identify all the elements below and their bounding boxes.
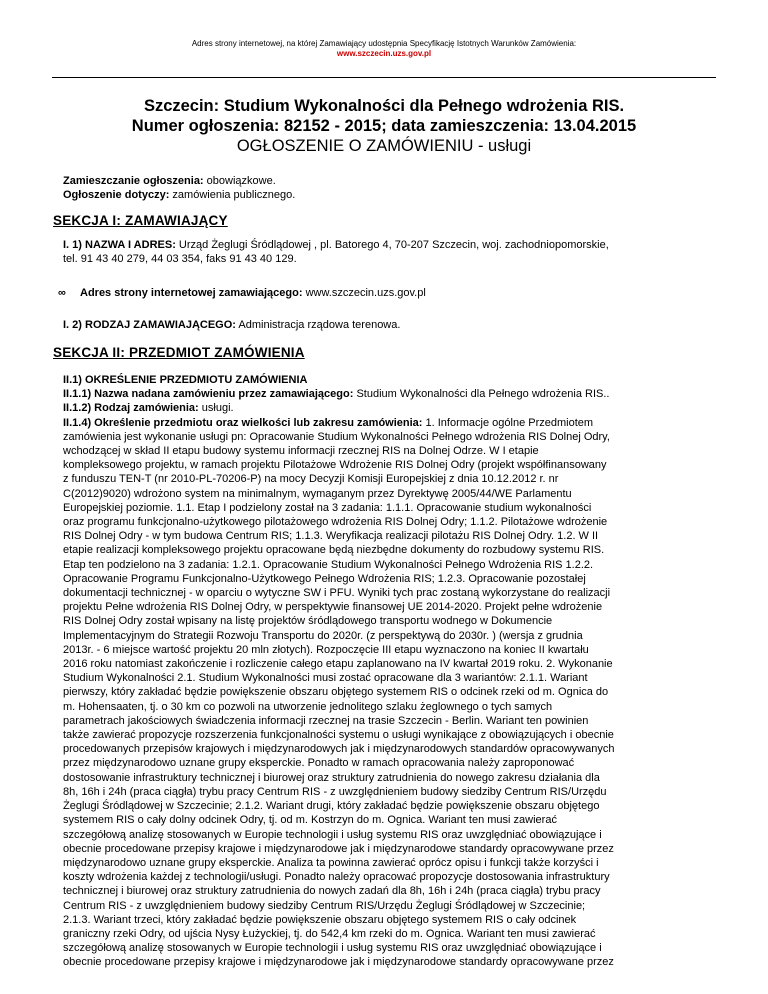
concerns-label: Ogłoszenie dotyczy: <box>63 189 170 201</box>
description-line: szczegółową analizę stosowanych w Europie technologii i usług systemu RIS oraz uwzględniać obowiązujące i <box>63 828 602 841</box>
description-line: także zawierać propozycje rozszerzenia funkcjonalności systemu o usługi wynikające z obowiązujących i obecnie <box>63 729 614 742</box>
description-line: oraz programu funkcjonalno-użytkowego pilotażowego wdrożenia RIS Dolnej Odry; 1.1.2. Pilotażowe wdrożenie <box>63 516 608 529</box>
contract-name-label: II.1.1) Nazwa nadana zamówieniu przez zamawiającego: <box>63 388 354 401</box>
description-line: technicznej i biurowej oraz struktury zatrudnienia do nowych zadań dla 8h, 16h i 24h (praca ciągła) trybu pracy <box>63 885 601 898</box>
website-label: Adres strony internetowej zamawiającego: <box>80 287 303 299</box>
description-line: RIS Dolnej Odry został wpisany na listę projektów śródlądowego transportu wodnego w Dokumencie <box>63 615 553 628</box>
authority-type-label: I. 2) RODZAJ ZAMAWIAJĄCEGO: <box>63 319 236 331</box>
authority-type-value: Administracja rządowa terenowa. <box>238 319 401 331</box>
page-title <box>0 96 768 156</box>
description-line: wchodzącej w skład II etapu budowy systemu informacji rzecznej RIS na Dolnej Odrze. W I etapie <box>63 445 539 458</box>
description-line: Implementacyjnym do Strategii Rozwoju Transportu do 2020r. (z perspektywą do 2030r. ) (wersja z grudnia <box>63 629 583 642</box>
description-line: 2.1.3. Wariant trzeci, który zakładać będzie powiększenie obszaru objętego systemem RIS o cały odcinek <box>63 913 577 926</box>
phone-fax-line: tel. 91 43 40 279, 44 03 354, faks 91 43 40 129. <box>63 253 297 265</box>
siwz-note-text: Adres strony internetowej, na której Zamawiający udostępnia Specyfikację Istotnych Warunków Zamówienia: <box>191 39 577 48</box>
siwz-url-link[interactable]: www.szczecin.uzs.gov.pl <box>336 49 432 58</box>
title-line-3: OGŁOSZENIE O ZAMÓWIENIU - usługi <box>236 137 532 155</box>
concerns-value: zamówienia publicznego. <box>172 189 296 201</box>
header-note <box>0 39 768 59</box>
notice-meta <box>63 174 295 202</box>
description-line: procedowanych przepisów krajowych i międzynarodowych jak i międzynarodowych standardów opracowywanych <box>63 743 615 756</box>
description-line: Opracowanie Programu Funkcjonalno-Użytkowego Pełnego Wdrożenia RIS; 1.2.3. Opracowanie pozostałej <box>63 572 586 585</box>
description-line: 2013r. - 6 miejsce wartość projektu 20 mln złotych). Rozpoczęcie III etapu wyznaczono na koniec II kwartału <box>63 643 589 656</box>
description-line: obecnie procedowane przepisy krajowe i międzynarodowe jak i międzynarodowe standardy opracowywane przez <box>63 842 614 855</box>
description-line: parametrach jakościowych świadczenia informacji rzecznej na trasie Szczecin - Berlin. Wariant ten powinien <box>63 714 589 727</box>
description-line: Studium Wykonalności 2.1. Studium Wykonalności musi zostać opracowane dla 3 wariantów: 2.1.1. Wariant <box>63 672 588 685</box>
bullet-icon: ∞ <box>58 287 66 299</box>
description-line: m. Hohensaaten, tj. o 30 km co pozwoli na utworzenie jednolitego szlaku żeglownego o tych samych <box>63 700 553 713</box>
name-address-value: Urząd Żeglugi Śródlądowej , pl. Batorego 4, 70-207 Szczecin, woj. zachodniopomorskie, <box>178 239 609 251</box>
description-line: kompleksowego projektu, w ramach projektu Pilotażowe Wdrożenie RIS Dolnej Odry (projekt współfinansowany <box>63 459 607 472</box>
description-line: Europejskiej poziomie. 1.1. Etap I podzielony został na 3 zadania: 1.1.1. Opracowanie studium wykonalności <box>63 501 592 514</box>
description-line: projektu Pełne wdrożenia RIS Dolnej Odry, w perspektywie finansowej UE 2014-2020. Projekt pełne wdrożenie <box>63 601 603 614</box>
section-2-body <box>63 373 715 970</box>
subject-description-label: II.1.4) Określenie przedmiotu oraz wielkości lub zakresu zamówienia: <box>63 416 423 429</box>
description-line: z funduszu TEN-T (nr 2010-PL-70206-P) na mocy Decyzji Komisji Europejskiej z dnia 10.12.2012 r. nr <box>63 473 559 486</box>
description-line: 1. Informacje ogólne Przedmiotem <box>425 416 594 429</box>
authority-type <box>63 318 715 332</box>
description-line: 2016 roku natomiast zakończenie i rozliczenie całego etapu zaplanowano na IV kwartał 2019 roku. 2. Wykonanie <box>63 658 613 671</box>
title-line-1: Szczecin: Studium Wykonalności dla Pełnego wdrożenia RIS. <box>143 97 625 115</box>
description-line: Żeglugi Śródlądowej w Szczecinie; 2.1.2. Wariant drugi, który zakładać będzie powiększenie obszaru objętego <box>63 800 600 813</box>
description-line: dokumentacji technicznej - w oparciu o wytyczne SW i PFU. Wyniki tych prac zostaną wykorzystane do realizacji <box>63 587 611 600</box>
contract-kind-label: II.1.2) Rodzaj zamówienia: <box>63 402 199 415</box>
description-line: systemem RIS o cały dolny odcinek Odry, tj. od m. Kostrzyn do m. Ognica. Wariant ten musi zawierać <box>63 814 557 827</box>
description-line: graniczny rzeki Odry, od ujścia Nysy Łużyckiej, tj. do 542,4 km rzeki do m. Ognica. Wariant ten musi zawierać <box>63 927 596 940</box>
description-line: C(2012)9020) wdrożono system na minimalnym, wymaganym przez Dyrektywę 2005/44/WE Parlamentu <box>63 487 572 500</box>
description-line: etapie realizacji kompleksowego projektu opracowane będą niezbędne dokumenty do rozbudowy systemu RIS. <box>63 544 605 557</box>
description-line: dostosowanie infrastruktury technicznej i biurowej oraz struktury zatrudnienia do nowego zakresu działania dla <box>63 771 600 784</box>
description-line: RIS Dolnej Odry - w tym budowa Centrum RIS; 1.1.3. Weryfikacja realizacji pilotażu RIS Dolnej Odry. 1.2. W II <box>63 530 599 543</box>
description-line: szczegółową analizę stosowanych w Europie technologii i usług systemu RIS oraz uwzględniać obowiązujące i <box>63 942 602 955</box>
name-address-label: I. 1) NAZWA I ADRES: <box>63 239 176 251</box>
header-divider <box>52 77 716 78</box>
contract-name-value: Studium Wykonalności dla Pełnego wdrożenia RIS.. <box>356 388 610 401</box>
description-line: koszty wdrożenia każdej z technologii/usługi. Ponadto należy opracować propozycje dostosowania infrastruktury <box>63 871 610 884</box>
description-line: Centrum RIS - z uwzględnieniem budowy siedziby Centrum RIS/Urzędu Żeglugi Śródlądowej w Szczecinie; <box>63 899 586 912</box>
description-line: 8h, 16h i 24h (praca ciągła) trybu pracy Centrum RIS - z uwzględnieniem budowy siedziby Centrum RIS/Urzędu <box>63 785 607 798</box>
website-row <box>58 286 426 300</box>
contracting-authority-address <box>63 238 715 266</box>
description-line: międzynarodowo uznane grupy eksperckie. Analiza ta powinna zawierać oprócz opisu i funkcji także korzyści i <box>63 856 599 869</box>
description-line: Etap ten podzielono na 3 zadania: 1.2.1. Opracowanie Studium Wykonalności Pełnego Wdrożenia RIS 1.2.2. <box>63 558 594 571</box>
description-line: pierwszy, który zakładać będzie powiększenie obszaru objętego systemem RIS o odcinek rzeki od m. Ognica do <box>63 686 609 699</box>
section-2-heading: SEKCJA II: PRZEDMIOT ZAMÓWIENIA <box>53 345 305 360</box>
description-text <box>63 430 715 970</box>
description-line: przez międzynarodowo uznane grupy eksperckie. Ponadto w ramach opracowania należy zaproponować <box>63 757 575 770</box>
website-link[interactable]: www.szczecin.uzs.gov.pl <box>305 287 426 299</box>
contract-kind-value: usługi. <box>201 402 234 415</box>
subject-definition-heading: II.1) OKREŚLENIE PRZEDMIOTU ZAMÓWIENIA <box>63 374 308 386</box>
title-line-2: Numer ogłoszenia: 82152 - 2015; data zamieszczenia: 13.04.2015 <box>131 117 637 135</box>
section-1-heading: SEKCJA I: ZAMAWIAJĄCY <box>53 213 228 228</box>
description-line: zamówienia jest wykonanie usługi pn: Opracowanie Studium Wykonalności Pełnego wdrożenia RIS Dolnej Odry, <box>63 430 610 443</box>
posting-value: obowiązkowe. <box>206 175 276 187</box>
description-line: obecnie procedowane przepisy krajowe i międzynarodowe jak i międzynarodowe standardy opracowywane przez <box>63 956 614 969</box>
posting-label: Zamieszczanie ogłoszenia: <box>63 175 204 187</box>
